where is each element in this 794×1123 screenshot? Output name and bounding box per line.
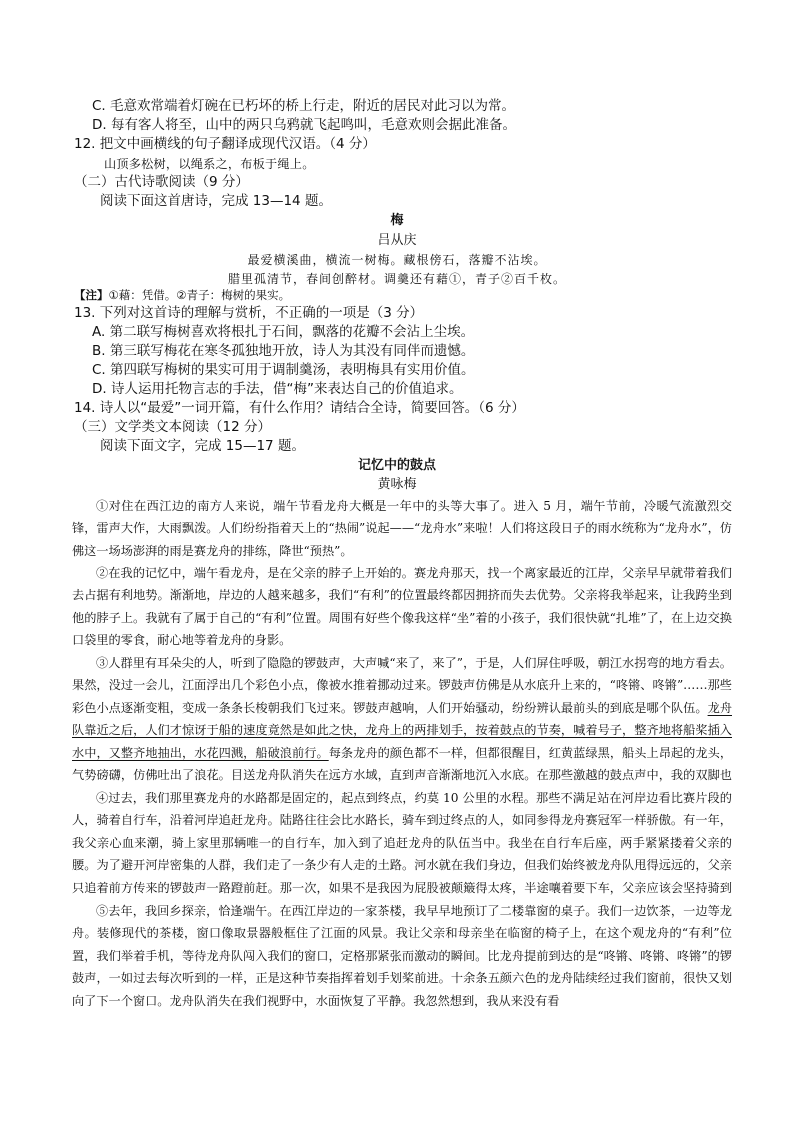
section2-heading: （二）古代诗歌阅读（9 分） <box>74 174 249 190</box>
section2-instruction: 阅读下面这首唐诗，完成 13—14 题。 <box>100 193 332 209</box>
paragraph-3-text-a: ③人群里有耳朵尖的人，听到了隐隐的锣鼓声，大声喊“来了，来了”，于是，人们屏住呼吸，朝江水拐弯的地方看去。果然，没过一会儿，江面浮出几个彩色小点，像被水推着挪动过来。锣鼓声仿佛是从水底升上来的，“咚锵、咚锵”……那些彩色小点逐渐变粗，变成一条条长梭朝我们飞过来。锣鼓声越响，人们开始骚动，纷纷辨认最前头的到底是哪个队伍。 <box>72 656 732 715</box>
poem-line-2: 腊里孤清节，春间创醉材。调羹还有藉①，青子②百千枚。 <box>227 272 566 286</box>
q13-option-d: D. 诗人运用托物言志的手法，借“梅”来表达自己的价值追求。 <box>92 381 463 397</box>
article-paragraph-2: ②在我的记忆中，端午看龙舟，是在父亲的脖子上开始的。赛龙舟那天，找一个离家最近的江岸，父亲早早就带着我们去占据有利地势。渐渐地，岸边的人越来越多，我们“有利”的位置最终都因拥挤而失去优势。父亲将我举起来，让我跨坐到他的脖子上。我就有了属于自己的“有利”位置。周围有好些个像我这样“坐”着的小孩子，我们很快就“扎堆”了，在上边交换口袋里的零食，耐心地等着龙舟的身影。 <box>72 566 732 648</box>
article-paragraph-5: ⑤去年，我回乡探亲，恰逢端午。在西江岸边的一家茶楼，我早早地预订了二楼靠窗的桌子。我们一边饮茶，一边等龙舟。装修现代的茶楼，窗口像取景器般框住了江面的风景。我让父亲和母亲坐在临窗的椅子上，在这个观龙舟的“有利”位置，我们举着手机，等待龙舟队闯入我们的窗口，定格那紧张而激动的瞬间。比龙舟提前到达的是“咚锵、咚锵、咚锵”的锣鼓声，一如过去每次听到的一样，正是这种节奏指挥着划手划桨前进。十余条五颜六色的龙舟陆续经过我们窗前，很快又划向了下一个窗口。龙舟队消失在我们视野中，水面恢复了平静。我忽然想到，我从来没有看 <box>72 904 732 1008</box>
article-paragraph-3 <box>72 652 732 787</box>
q13-option-c: C. 第四联写梅树的果实可用于调制羹汤，表明梅具有实用价值。 <box>92 362 475 378</box>
q12-question: 12. 把文中画横线的句子翻译成现代汉语。（4 分） <box>74 136 376 152</box>
paragraph-3-text-b: 每条龙舟的颜色都不一样，但都很醒目，红黄蓝绿黑，船头上昂起的龙头，气势磅礴，仿佛吐出了浪花。目送龙舟队消失在远方水域，直到声音渐渐地沉入水底。在那些激越的鼓点声中，我的双脚也 <box>72 745 732 783</box>
q12-sentence: 山顶多松树，以绳系之，布板于绳上。 <box>104 157 315 171</box>
poem-author: 吕从庆 <box>377 233 417 248</box>
q13-question: 13. 下列对这首诗的理解与赏析，不正确的一项是（3 分） <box>74 305 424 321</box>
article-paragraph-4: ④过去，我们那里赛龙舟的水路都是固定的，起点到终点，约莫 10 公里的水程。那些不满足站在河岸边看比赛片段的人，骑着自行车，沿着河岸追赶龙舟。陆路往往会比水路长，骑车到过终点的人，如同参得龙舟赛冠军一样骄傲。有一年，我父亲心血来潮，骑上家里那辆唯一的自行车，加入到了追赶龙舟的队伍当中。我坐在自行车后座，两手紧紧搂着父亲的腰。为了避开河岸密集的人群，我们走了一条少有人走的土路。河水就在我们身边，但我们始终被龙舟队甩得远远的，父亲只追着前方传来的锣鼓声一路蹬前赶。那一次，如果不是我因为屁股被颠簸得太疼，半途嚷着要下车，父亲应该会坚持骑到 <box>72 791 732 895</box>
paragraph-3-underlined-sentence: 龙舟队靠近之后，人们才惊讶于船的速度竟然是如此之快，龙舟上的两排划手，按着鼓点的节奏，喊着号子，整齐地将船桨插入水中，又整齐地抽出，水花四溅，船破浪前行。 <box>72 700 732 760</box>
poem-note <box>74 286 290 305</box>
q14-question: 14. 诗人以“最爱”一词开篇，有什么作用？请结合全诗，简要回答。（6 分） <box>74 400 525 416</box>
poem-line-1: 最爱横溪曲，横流一树梅。藏根傍石，落瓣不沾埃。 <box>247 253 547 267</box>
poem-title: 梅 <box>390 213 404 228</box>
article-author: 黄咏梅 <box>377 477 417 492</box>
section3-instruction: 阅读下面文字，完成 15—17 题。 <box>100 438 305 454</box>
article-title: 记忆中的鼓点 <box>357 458 436 473</box>
q13-option-a: A. 第二联写梅树喜欢将根扎于石间，飘落的花瓣不会沾上尘埃。 <box>92 324 475 340</box>
article-paragraph-1: ①对住在西江边的南方人来说，端午节看龙舟大概是一年中的头等大事了。进入 5 月，端午节前，冷暖气流激烈交锋，雷声大作，大雨飘泼。人们纷纷指着天上的“热闹”说起——“龙舟水”来啦！人们将这段日子的雨水统称为“龙舟水”，仿佛这一场场澎湃的雨是赛龙舟的排练，降世“预热”。 <box>72 499 732 558</box>
poem-note-label: 【注】 <box>74 288 109 302</box>
q13-option-b: B. 第三联写梅花在寒冬孤独地开放，诗人为其没有同伴而遗憾。 <box>92 343 475 359</box>
q11-option-c: C. 毛意欢常端着灯碗在已朽坏的桥上行走，附近的居民对此习以为常。 <box>92 98 516 114</box>
section3-heading: （三）文学类文本阅读（12 分） <box>74 419 271 435</box>
q11-option-d: D. 每有客人将至，山中的两只乌鸦就飞起鸣叫，毛意欢则会据此准备。 <box>92 117 516 133</box>
poem-note-text: ①藉：凭借。②青子：梅树的果实。 <box>108 288 291 302</box>
